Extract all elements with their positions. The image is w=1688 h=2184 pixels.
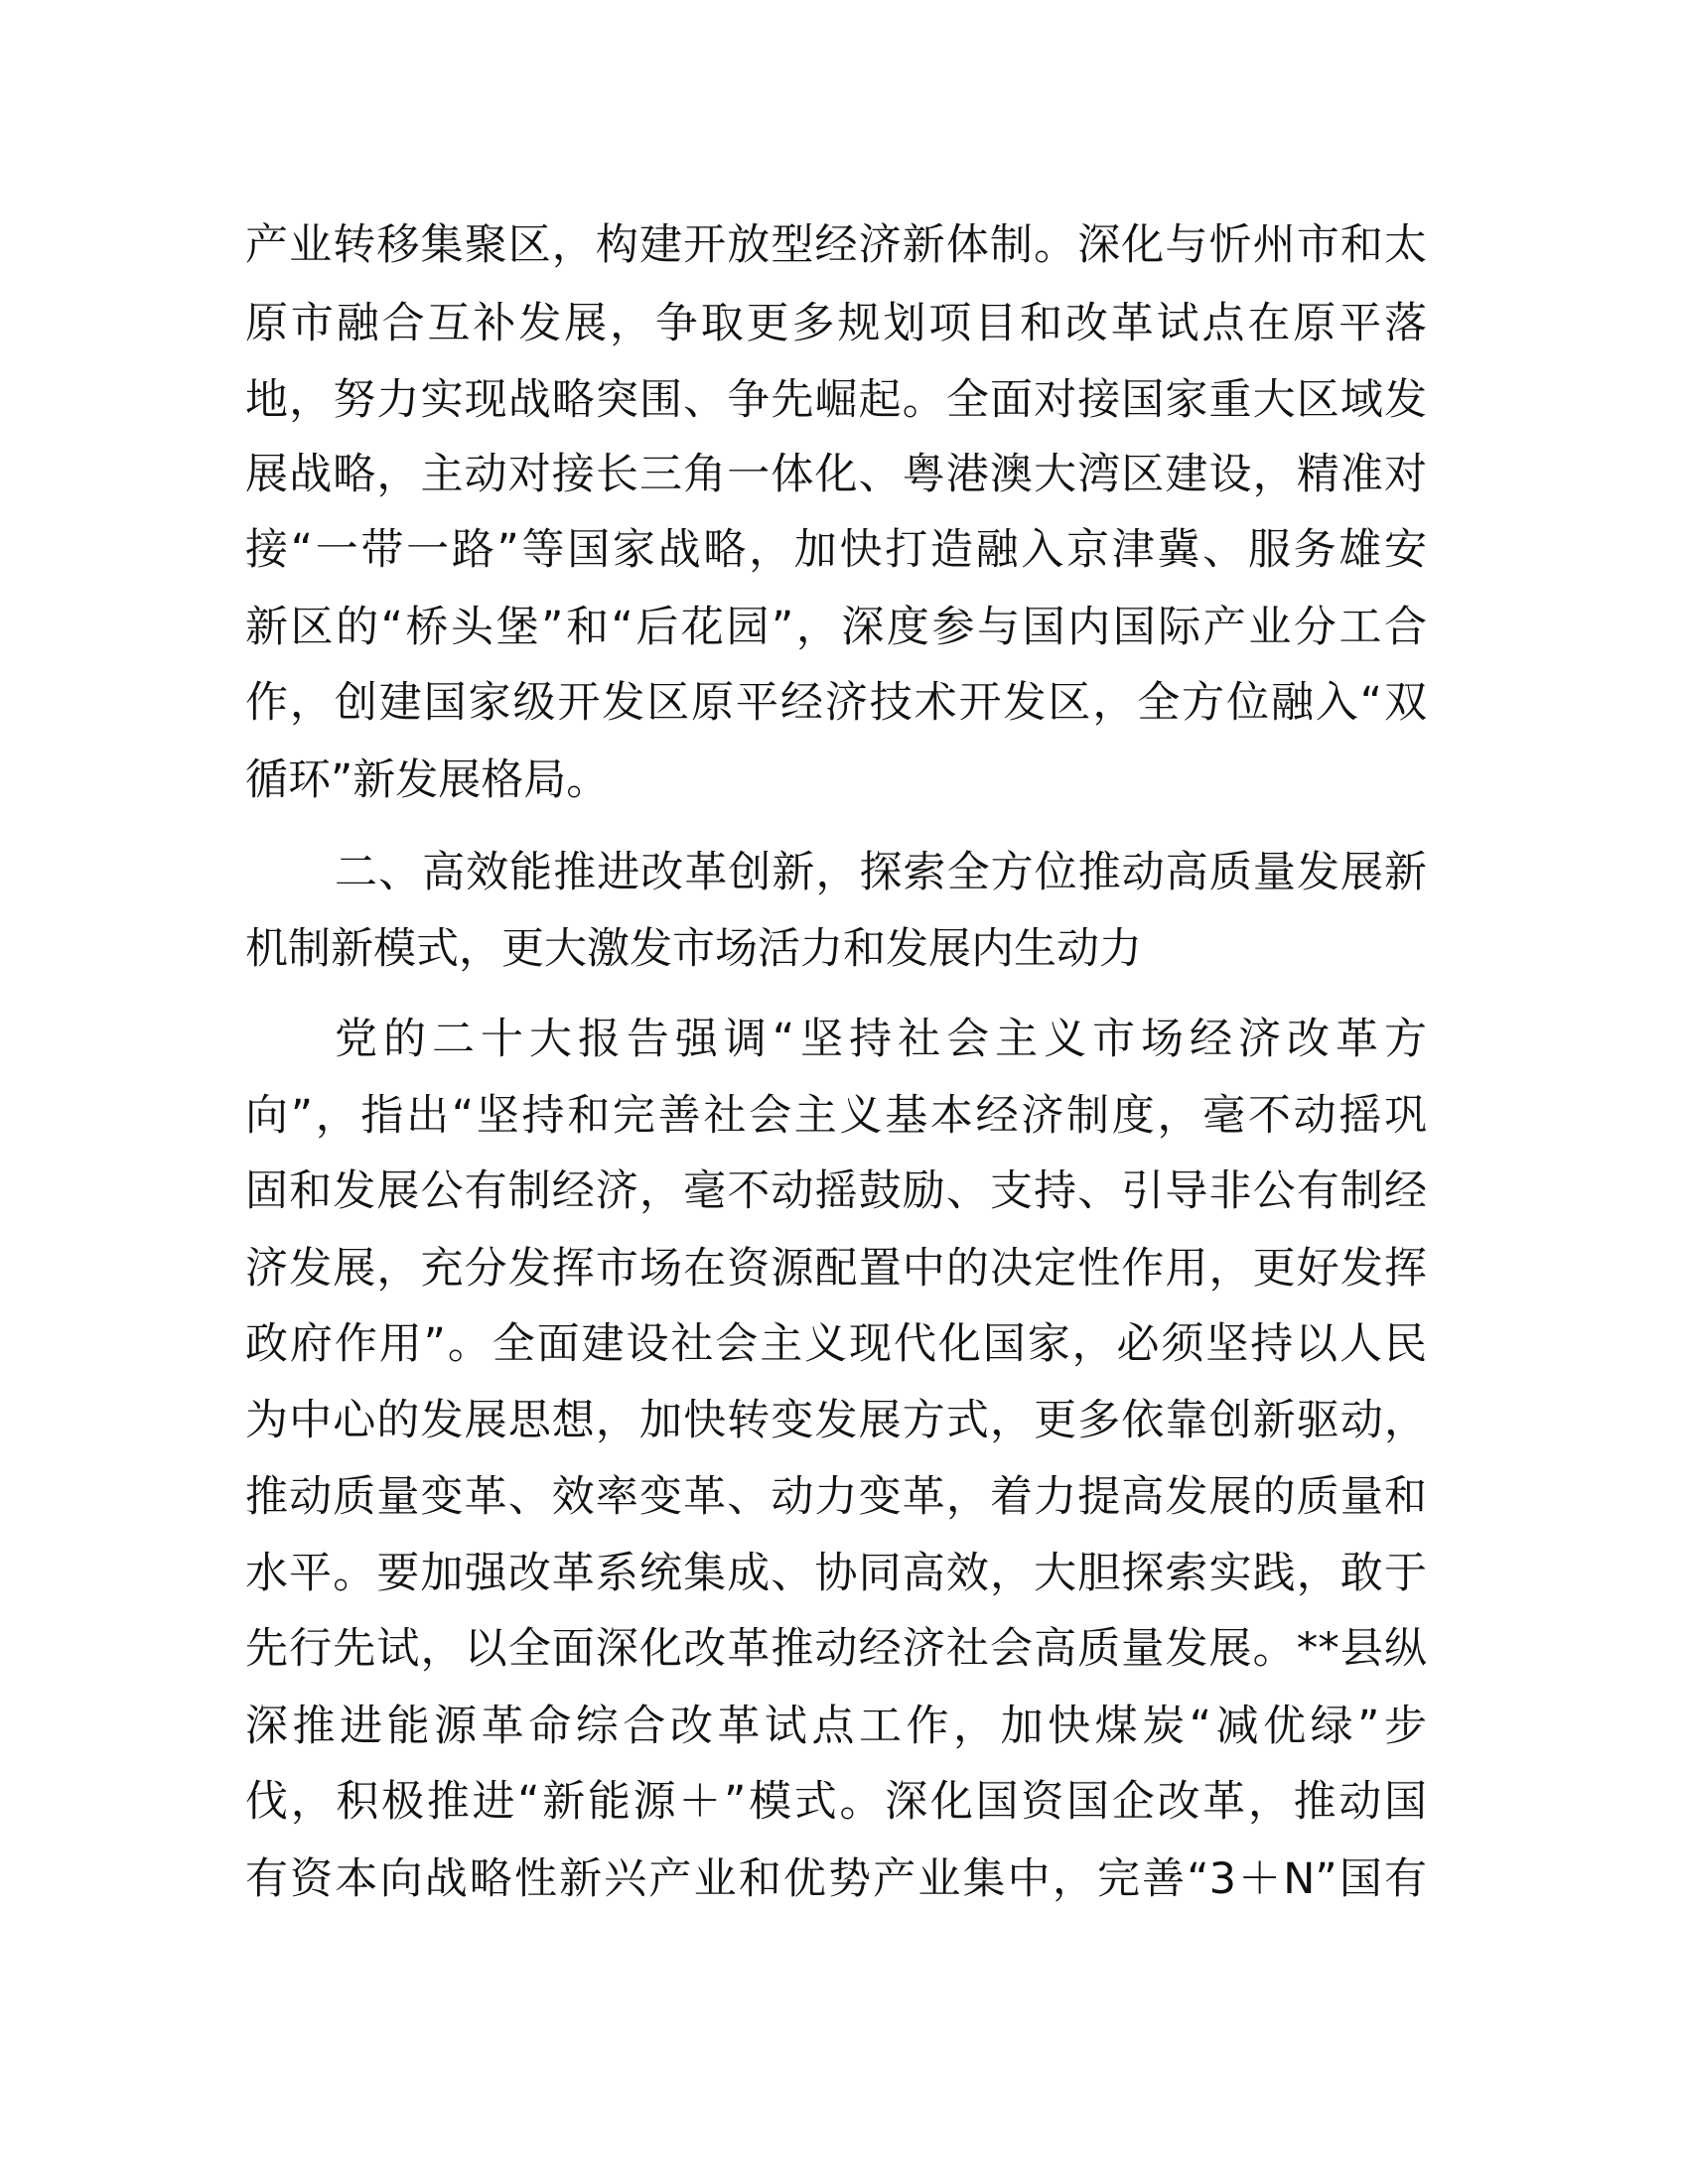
text-line: 为中心的发展思想，加快转变发展方式，更多依靠创新驱动， — [245, 1396, 1427, 1445]
text-line: 循环”新发展格局。 — [245, 755, 610, 805]
text-line: 新区的“桥头堡”和“后花园”，深度参与国内国际产业分工合 — [245, 603, 1427, 652]
text-line: 原市融合互补发展，争取更多规划项目和改革试点在原平落 — [245, 299, 1427, 348]
text-line: 党的二十大报告强调“坚持社会主义市场经济改革方 — [335, 1015, 1427, 1064]
text-line: 产业转移集聚区，构建开放型经济新体制。深化与忻州市和太 — [245, 220, 1427, 270]
text-line: 有资本向战略性新兴产业和优势产业集中，完善“3＋N”国有 — [245, 1854, 1427, 1904]
text-line: 政府作用”。全面建设社会主义现代化国家，必须坚持以人民 — [245, 1319, 1427, 1369]
text-line: 向”，指出“坚持和完善社会主义基本经济制度，毫不动摇巩 — [245, 1091, 1427, 1141]
text-line: 展战略，主动对接长三角一体化、粤港澳大湾区建设，精准对 — [245, 450, 1427, 499]
heading-line: 机制新模式，更大激发市场活力和发展内生动力 — [245, 924, 1142, 974]
text-line: 深推进能源革命综合改革试点工作，加快煤炭“减优绿”步 — [245, 1702, 1427, 1751]
text-line: 水平。要加强改革系统集成、协同高效，大胆探索实践，敢于 — [245, 1549, 1427, 1598]
text-line: 地，努力实现战略突围、争先崛起。全面对接国家重大区域发 — [245, 375, 1427, 425]
text-line: 接“一带一路”等国家战略，加快打造融入京津冀、服务雄安 — [245, 525, 1427, 575]
text-line: 推动质量变革、效率变革、动力变革，着力提高发展的质量和 — [245, 1472, 1427, 1522]
text-line: 固和发展公有制经济，毫不动摇鼓励、支持、引导非公有制经 — [245, 1166, 1427, 1216]
text-line: 伐，积极推进“新能源＋”模式。深化国资国企改革，推动国 — [245, 1777, 1427, 1827]
text-line: 先行先试，以全面深化改革推动经济社会高质量发展。**县纵 — [245, 1624, 1427, 1674]
heading-line: 二、高效能推进改革创新，探索全方位推动高质量发展新 — [335, 848, 1427, 897]
text-line: 作，创建国家级开发区原平经济技术开发区，全方位融入“双 — [245, 678, 1427, 728]
text-line: 济发展，充分发挥市场在资源配置中的决定性作用，更好发挥 — [245, 1244, 1427, 1294]
